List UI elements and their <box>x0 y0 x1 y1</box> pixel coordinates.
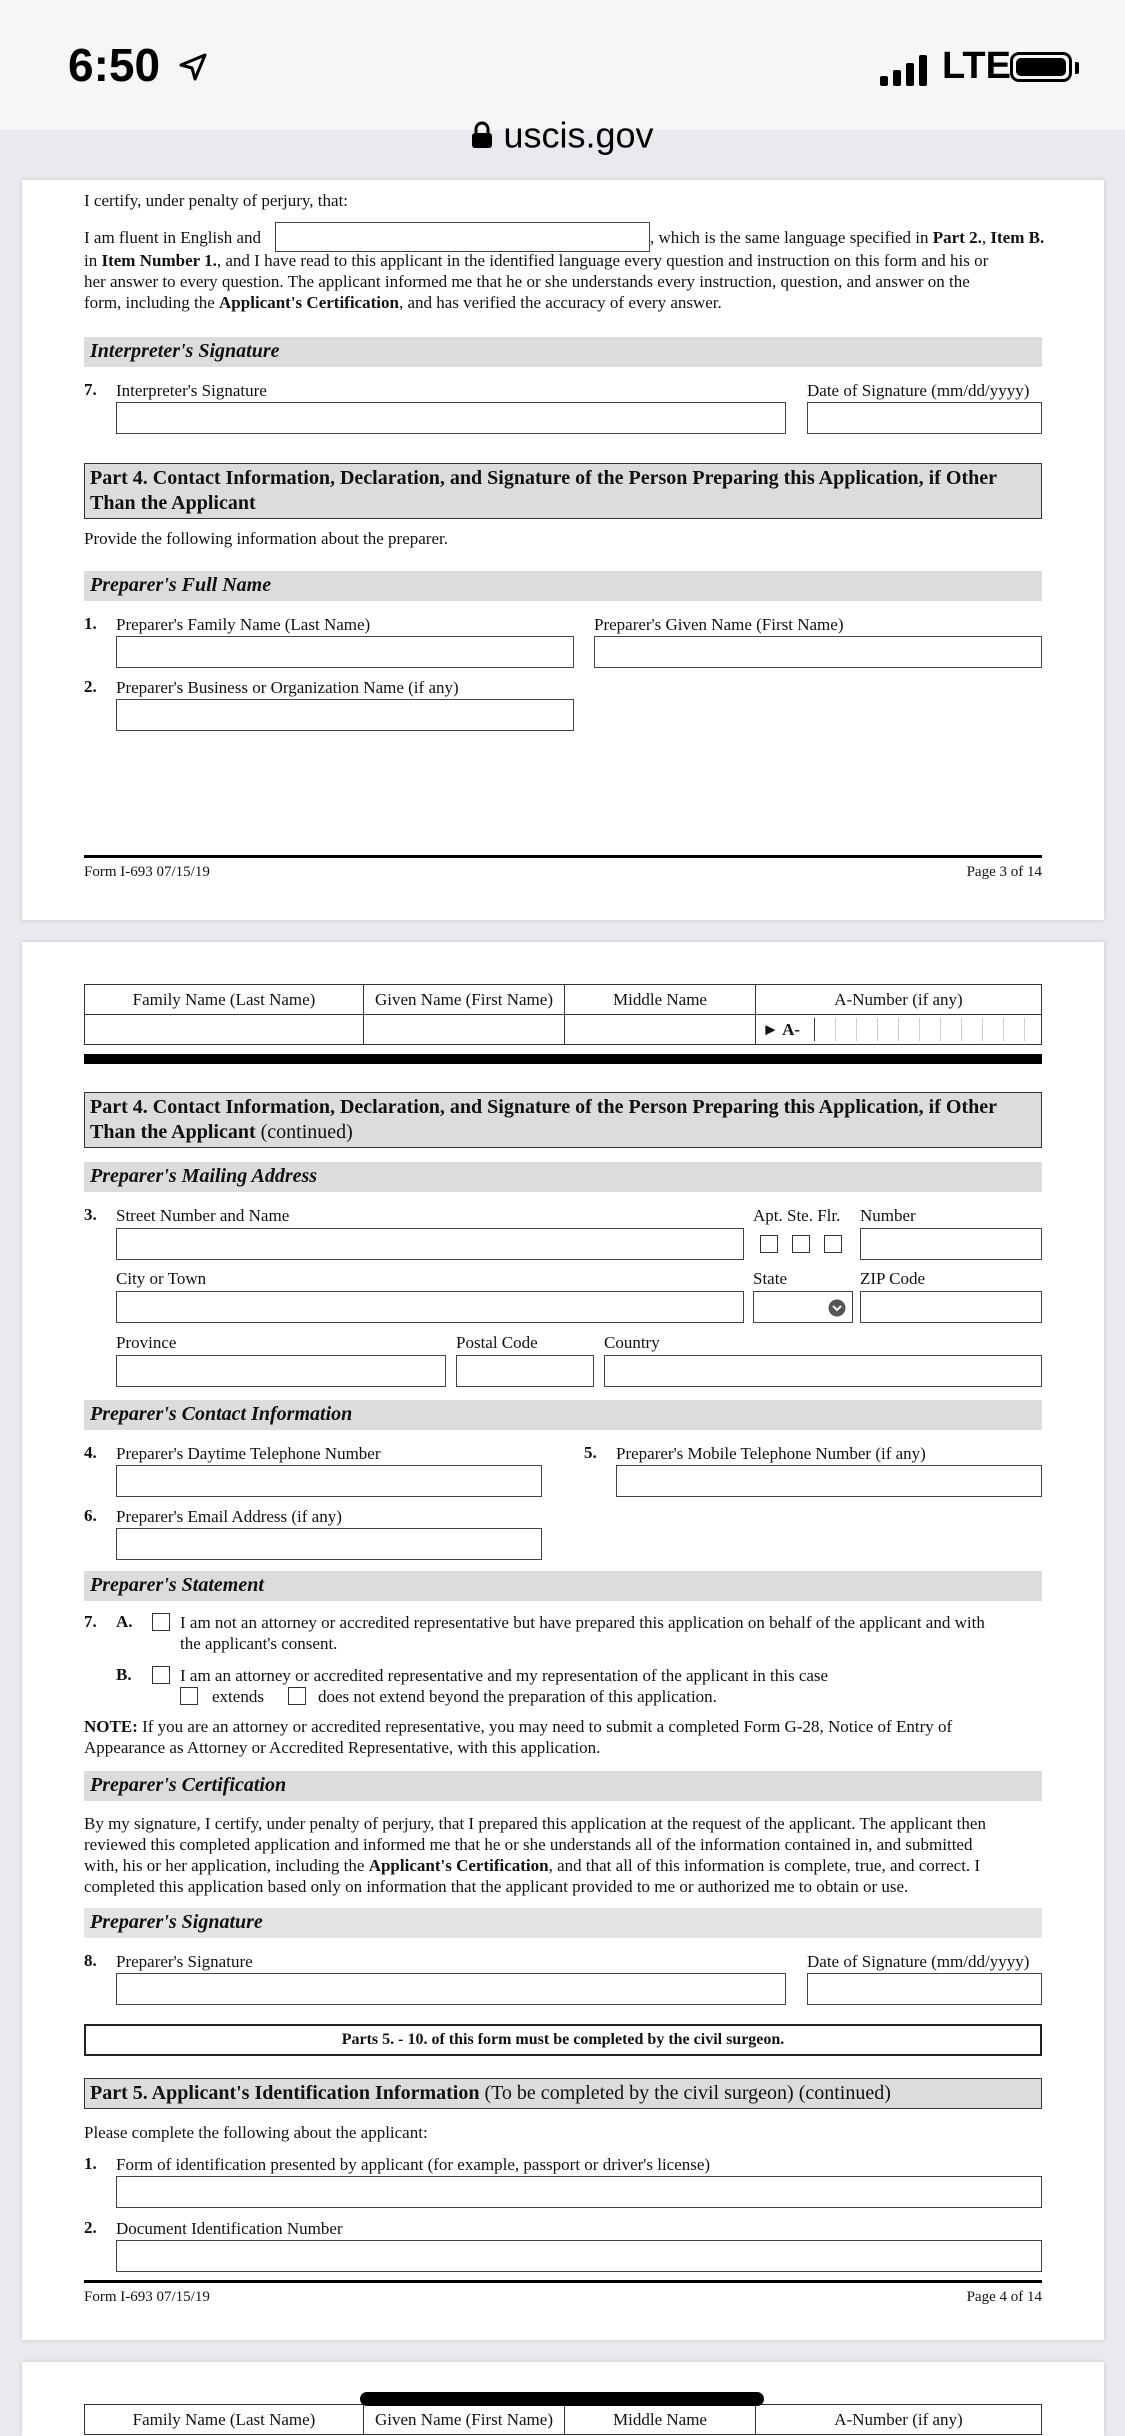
battery-nub <box>1075 62 1079 74</box>
cert-line-3: with, his or her application, including the Applicant's Certification, and that all of this information is complete, true, and correct. I <box>84 1856 981 1875</box>
certify-line: I certify, under penalty of perjury, that: <box>84 191 349 210</box>
interpreter-signature-label: Interpreter's Signature <box>116 381 267 400</box>
a-number-prefix: ► A- <box>762 1019 801 1039</box>
header-divider <box>84 1054 1042 1064</box>
preparer-signature-field[interactable] <box>116 1973 786 2005</box>
header-given-name: Given Name (First Name) <box>364 2405 565 2435</box>
instruction-line-4: form, including the Applicant's Certification, and has verified the accuracy of every answer. <box>84 293 722 312</box>
status-bar <box>0 0 1125 156</box>
mobile-phone-label: Preparer's Mobile Telephone Number (if any) <box>616 1444 926 1463</box>
daytime-phone-label: Preparer's Daytime Telephone Number <box>116 1444 381 1463</box>
does-not-extend-checkbox[interactable] <box>288 1687 306 1705</box>
footer-rule <box>84 855 1042 858</box>
apt-ste-flr-label: Apt. Ste. Flr. <box>753 1206 841 1225</box>
header-given-name: Given Name (First Name) <box>364 985 565 1015</box>
cert-line-2: reviewed this completed application and informed me that he or she understands all of the information contained in, and submitted <box>84 1835 973 1854</box>
country-field[interactable] <box>604 1355 1042 1387</box>
apt-checkbox[interactable] <box>760 1235 778 1253</box>
home-indicator[interactable] <box>360 2392 764 2406</box>
number-label: Number <box>860 1206 916 1225</box>
section-preparer-signature: Preparer's Signature <box>84 1908 1042 1938</box>
option-letter: A. <box>116 1612 133 1631</box>
item-number: 6. <box>84 1506 97 1525</box>
document-id-field[interactable] <box>116 2240 1042 2272</box>
id-form-label: Form of identification presented by applicant (for example, passport or driver's license) <box>116 2155 711 2174</box>
header-middle-name: Middle Name <box>565 2405 756 2435</box>
interpreter-date-field[interactable] <box>807 402 1042 434</box>
attorney-checkbox[interactable] <box>152 1666 170 1684</box>
item-number: 2. <box>84 2218 97 2237</box>
date-of-signature-label: Date of Signature (mm/dd/yyyy) <box>807 381 1030 400</box>
signal-strength-icon <box>880 52 927 86</box>
date-of-signature-label: Date of Signature (mm/dd/yyyy) <box>807 1952 1030 1971</box>
applicant-name-header-table <box>84 984 1042 1045</box>
item-number: 3. <box>84 1205 97 1224</box>
item-number: 8. <box>84 1951 97 1970</box>
url-text: uscis.gov <box>503 114 654 156</box>
section-interpreter-signature: Interpreter's Signature <box>84 337 1042 367</box>
item-number: 7. <box>84 380 97 399</box>
city-field[interactable] <box>116 1291 744 1323</box>
family-name-cell[interactable] <box>85 1015 364 1045</box>
instruction-line-3: her answer to every question. The applicant informed me that he or she understands every instruction, question, and answer on the <box>84 272 970 291</box>
section-preparer-certification: Preparer's Certification <box>84 1771 1042 1801</box>
postal-code-field[interactable] <box>456 1355 594 1387</box>
street-label: Street Number and Name <box>116 1206 290 1225</box>
item-number: 7. <box>84 1612 97 1631</box>
province-label: Province <box>116 1333 177 1352</box>
part5-heading: Part 5. Applicant's Identification Information (To be completed by the civil surgeon) (continued) <box>84 2078 1042 2109</box>
cert-line-4: completed this application based only on information that the applicant provided to me or authorized me to obtain or use. <box>84 1877 909 1896</box>
part4-heading: Part 4. Contact Information, Declaration, and Signature of the Person Preparing this Application, if Other Than the Applicant <box>84 463 1042 519</box>
street-field[interactable] <box>116 1228 744 1260</box>
fluent-suffix-line: , which is the same language specified in Part 2., Item B. <box>650 228 1045 247</box>
item-number: 2. <box>84 677 97 696</box>
daytime-phone-field[interactable] <box>116 1465 542 1497</box>
middle-name-cell[interactable] <box>565 1015 756 1045</box>
language-input[interactable] <box>275 222 650 252</box>
postal-code-label: Postal Code <box>456 1333 538 1352</box>
mobile-phone-field[interactable] <box>616 1465 1042 1497</box>
section-preparer-contact: Preparer's Contact Information <box>84 1400 1042 1430</box>
family-name-label: Preparer's Family Name (Last Name) <box>116 615 371 634</box>
flr-checkbox[interactable] <box>824 1235 842 1253</box>
given-name-cell[interactable] <box>364 1015 565 1045</box>
given-name-label: Preparer's Given Name (First Name) <box>594 615 844 634</box>
not-attorney-checkbox[interactable] <box>152 1613 170 1631</box>
a-number-digit-boxes <box>814 1018 1041 1041</box>
zip-field[interactable] <box>860 1291 1042 1323</box>
section-preparer-full-name: Preparer's Full Name <box>84 571 1042 601</box>
page-number: Page 4 of 14 <box>966 2289 1042 2305</box>
preparer-date-field[interactable] <box>807 1973 1042 2005</box>
item-number: 4. <box>84 1443 97 1462</box>
form-page-3 <box>22 180 1104 920</box>
option-letter: B. <box>116 1665 132 1684</box>
extends-checkbox[interactable] <box>180 1687 198 1705</box>
status-time: 6:50 <box>68 39 161 91</box>
fluent-prefix: I am fluent in English and <box>84 228 262 247</box>
item-number: 1. <box>84 2154 97 2173</box>
business-name-label: Preparer's Business or Organization Name (if any) <box>116 678 459 697</box>
location-arrow-icon <box>178 52 208 82</box>
battery-icon <box>1010 52 1072 82</box>
city-label: City or Town <box>116 1269 207 1288</box>
civil-surgeon-notice: Parts 5. - 10. of this form must be completed by the civil surgeon. <box>84 2024 1042 2056</box>
preparer-family-name-field[interactable] <box>116 636 574 668</box>
header-a-number: A-Number (if any) <box>756 2405 1042 2435</box>
page-number: Page 3 of 14 <box>966 864 1042 880</box>
form-id: Form I-693 07/15/19 <box>84 2289 210 2305</box>
header-family-name: Family Name (Last Name) <box>85 985 364 1015</box>
preparer-signature-label: Preparer's Signature <box>116 1952 253 1971</box>
section-preparer-statement: Preparer's Statement <box>84 1571 1042 1601</box>
ste-checkbox[interactable] <box>792 1235 810 1253</box>
part5-intro: Please complete the following about the applicant: <box>84 2123 428 2142</box>
extends-label: extends <box>212 1687 264 1706</box>
country-label: Country <box>604 1333 660 1352</box>
network-type: LTE <box>942 45 1011 87</box>
preparer-given-name-field[interactable] <box>594 636 1042 668</box>
email-field[interactable] <box>116 1528 542 1560</box>
section-preparer-mailing-address: Preparer's Mailing Address <box>84 1162 1042 1192</box>
item-number: 1. <box>84 614 97 633</box>
not-attorney-text-2: the applicant's consent. <box>180 1634 338 1653</box>
email-label: Preparer's Email Address (if any) <box>116 1507 342 1526</box>
note-line-1: NOTE: If you are an attorney or accredited representative, you may need to submit a completed Form G-28, Notice of Entry of <box>84 1717 953 1736</box>
zip-label: ZIP Code <box>860 1269 926 1288</box>
a-number-cell[interactable] <box>756 1015 1042 1045</box>
document-id-label: Document Identification Number <box>116 2219 343 2238</box>
interpreter-signature-field[interactable] <box>116 402 786 434</box>
attorney-text: I am an attorney or accredited representative and my representation of the applicant in this case <box>180 1666 829 1685</box>
note-line-2: Appearance as Attorney or Accredited Representative, with this application. <box>84 1738 601 1757</box>
item-number: 5. <box>584 1443 597 1462</box>
apt-number-field[interactable] <box>860 1228 1042 1260</box>
part4-heading-continued: Part 4. Contact Information, Declaration, and Signature of the Person Preparing this Application, if Other Than the Applicant (continued) <box>84 1092 1042 1148</box>
header-family-name: Family Name (Last Name) <box>85 2405 364 2435</box>
footer-rule <box>84 2280 1042 2283</box>
form-id: Form I-693 07/15/19 <box>84 864 210 880</box>
state-label: State <box>753 1269 787 1288</box>
state-select[interactable] <box>753 1291 853 1323</box>
cert-line-1: By my signature, I certify, under penalty of perjury, that I prepared this application at the request of the applicant. The applicant then <box>84 1814 986 1833</box>
preparer-intro: Provide the following information about the preparer. <box>84 529 448 548</box>
header-a-number: A-Number (if any) <box>756 985 1042 1015</box>
address-bar[interactable] <box>0 112 1125 156</box>
chevron-down-icon <box>828 1299 846 1317</box>
id-form-field[interactable] <box>116 2176 1042 2208</box>
province-field[interactable] <box>116 1355 446 1387</box>
applicant-name-header-table <box>84 2404 1042 2435</box>
instruction-line-2: in Item Number 1., and I have read to this applicant in the identified language every question and instruction on this form and his or <box>84 251 989 270</box>
form-page-4 <box>22 942 1104 2340</box>
does-not-extend-label: does not extend beyond the preparation of this application. <box>318 1687 717 1706</box>
not-attorney-text-1: I am not an attorney or accredited representative but have prepared this application on behalf of the applicant and with <box>180 1613 985 1632</box>
lock-icon <box>471 121 493 149</box>
header-middle-name: Middle Name <box>565 985 756 1015</box>
preparer-business-name-field[interactable] <box>116 699 574 731</box>
